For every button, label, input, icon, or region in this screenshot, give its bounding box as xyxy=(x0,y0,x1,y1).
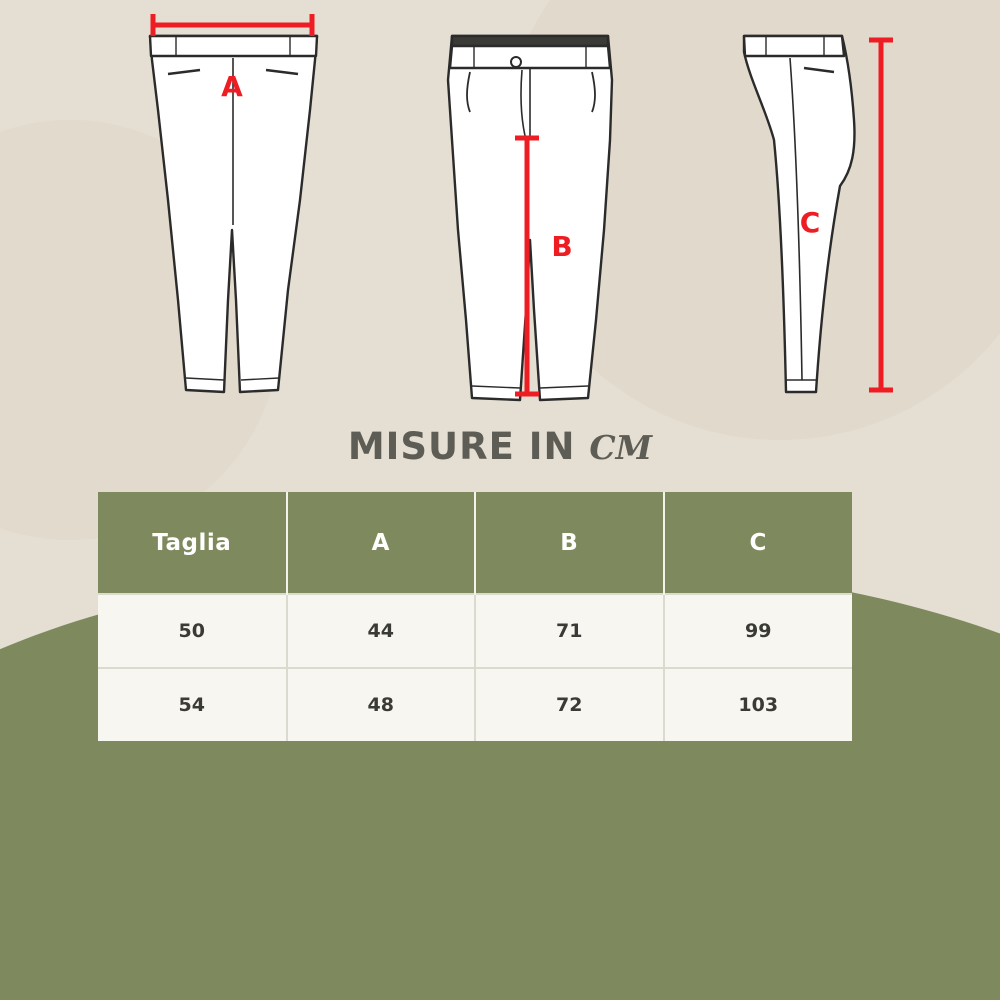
cell-b: 71 xyxy=(475,594,664,668)
size-table xyxy=(98,492,852,741)
cell-a: 48 xyxy=(287,668,476,741)
measure-label-c: C xyxy=(799,206,821,239)
page-title-unit: CM xyxy=(589,428,653,467)
table-header-taglia: Taglia xyxy=(98,492,287,594)
cell-size: 50 xyxy=(98,594,287,668)
measure-label-a: A xyxy=(221,70,243,103)
table-row xyxy=(98,668,852,741)
cell-c: 103 xyxy=(664,668,853,741)
page-title xyxy=(0,425,1000,468)
cell-size: 54 xyxy=(98,668,287,741)
table-header-b: B xyxy=(475,492,664,594)
table-header-a: A xyxy=(287,492,476,594)
table-header-c: C xyxy=(664,492,853,594)
cell-a: 44 xyxy=(287,594,476,668)
pants-illustrations xyxy=(0,0,1000,420)
measure-a-arrow xyxy=(153,14,312,36)
cell-b: 72 xyxy=(475,668,664,741)
cell-c: 99 xyxy=(664,594,853,668)
measure-label-b: B xyxy=(551,230,573,263)
measure-c-arrow xyxy=(869,40,893,390)
table-row xyxy=(98,594,852,668)
table-header-row xyxy=(98,492,852,594)
page-title-main: MISURE IN xyxy=(347,425,590,468)
pants-front-inseam-view xyxy=(448,36,612,400)
